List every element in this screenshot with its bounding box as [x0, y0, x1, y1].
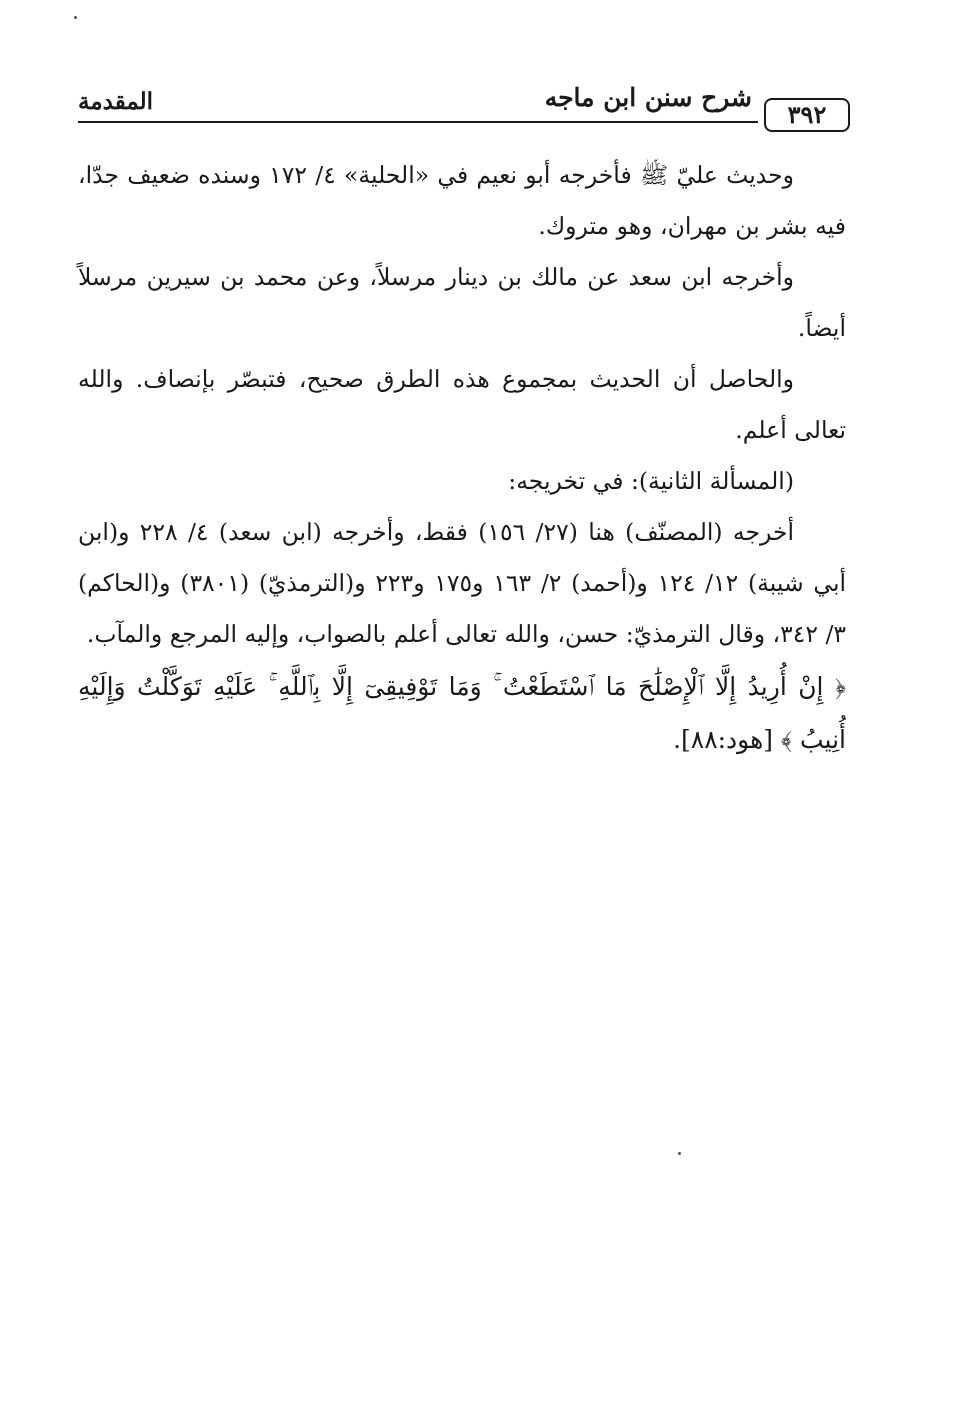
body-text [78, 150, 846, 766]
paragraph-ali-hadith: وحديث عليّ ﷺ فأخرجه أبو نعيم في «الحلية» ٤/ ١٧٢ وسنده ضعيف جدّا، فيه بشر بن مهران، وهو متروك. [78, 161, 846, 240]
paragraph-second-issue-heading: (المسألة الثانية): في تخريجه: [508, 467, 794, 495]
scan-speck [678, 1152, 681, 1155]
header-rule [78, 121, 758, 123]
page-number: ٣٩٢ [764, 98, 850, 132]
paragraph-conclusion: والحاصل أن الحديث بمجموع هذه الطرق صحيح، فتبصّر بإنصاف. والله تعالى أعلم. [78, 365, 846, 444]
quran-verse: ﴿ إِنْ أُرِيدُ إِلَّا ٱلْإِصْلَٰحَ مَا ٱسْتَطَعْتُ ۚ وَمَا تَوْفِيقِىٓ إِلَّا بِٱللَّهِ ۚ عَلَيْهِ تَوَكَّلْتُ وَإِلَيْهِ أُنِيبُ ﴾ [هود:٨٨]. [78, 672, 846, 754]
page-header [78, 78, 850, 138]
paragraph-takhrij: أخرجه (المصنّف) هنا (٢٧/ ١٥٦) فقط، وأخرجه (ابن سعد) ٤/ ٢٢٨ و(ابن أبي شيبة) ١٢/ ١٢٤ و(أحمد) ٢/ ١٦٣ و١٧٥ و٢٢٣ و(الترمذيّ) (٣٨٠١) و(الحاكم) ٣/ ٣٤٢، وقال الترمذيّ: حسن، والله تعالى أعلم بالصواب، وإليه المرجع والمآب. [78, 518, 847, 648]
running-title: شرح سنن ابن ماجه [544, 83, 752, 112]
section-title: المقدمة [78, 88, 154, 115]
paragraph-ibn-saad: وأخرجه ابن سعد عن مالك بن دينار مرسلاً، وعن محمد بن سيرين مرسلاً أيضاً. [78, 263, 846, 342]
scan-speck [74, 16, 77, 19]
